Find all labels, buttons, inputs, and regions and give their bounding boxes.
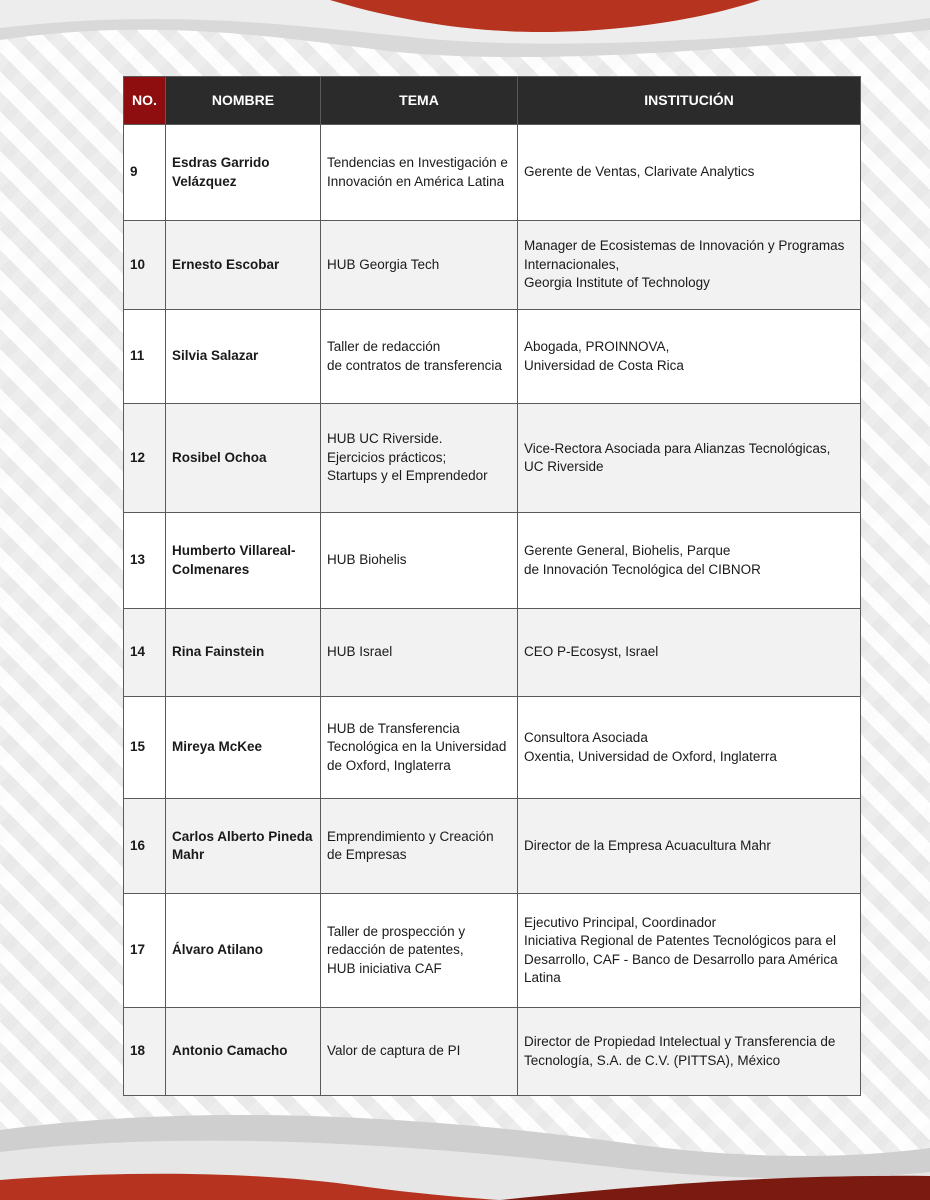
row-number: 13 bbox=[124, 513, 166, 609]
topic-cell: HUB de Transferencia Tecnológica en la Universidad de Oxford, Inglaterra bbox=[321, 697, 518, 799]
row-number: 9 bbox=[124, 125, 166, 221]
speaker-name: Carlos Alberto Pineda Mahr bbox=[166, 799, 321, 894]
topic-cell: HUB Biohelis bbox=[321, 513, 518, 609]
topic-cell: HUB UC Riverside. Ejercicios prácticos; Startups y el Emprendedor bbox=[321, 404, 518, 513]
table-row bbox=[124, 697, 861, 799]
row-number: 18 bbox=[124, 1008, 166, 1096]
table-row bbox=[124, 221, 861, 310]
topic-cell: Taller de prospección y redacción de patentes, HUB iniciativa CAF bbox=[321, 894, 518, 1008]
table-row bbox=[124, 894, 861, 1008]
speaker-name: Antonio Camacho bbox=[166, 1008, 321, 1096]
institution-cell: Vice-Rectora Asociada para Alianzas Tecnológicas, UC Riverside bbox=[518, 404, 861, 513]
header-nombre: NOMBRE bbox=[166, 77, 321, 125]
row-number: 17 bbox=[124, 894, 166, 1008]
table-row bbox=[124, 609, 861, 697]
institution-cell: Gerente de Ventas, Clarivate Analytics bbox=[518, 125, 861, 221]
institution-cell: Abogada, PROINNOVA, Universidad de Costa Rica bbox=[518, 310, 861, 404]
row-number: 11 bbox=[124, 310, 166, 404]
institution-cell: Consultora Asociada Oxentia, Universidad de Oxford, Inglaterra bbox=[518, 697, 861, 799]
topic-cell: Emprendimiento y Creación de Empresas bbox=[321, 799, 518, 894]
speaker-name: Álvaro Atilano bbox=[166, 894, 321, 1008]
table-row bbox=[124, 513, 861, 609]
speakers-table bbox=[123, 76, 861, 1096]
table-row bbox=[124, 310, 861, 404]
table-row bbox=[124, 125, 861, 221]
topic-cell: Taller de redacción de contratos de transferencia bbox=[321, 310, 518, 404]
row-number: 12 bbox=[124, 404, 166, 513]
speaker-name: Rina Fainstein bbox=[166, 609, 321, 697]
speaker-name: Humberto Villareal- Colmenares bbox=[166, 513, 321, 609]
header-tema: TEMA bbox=[321, 77, 518, 125]
row-number: 16 bbox=[124, 799, 166, 894]
topic-cell: Valor de captura de PI bbox=[321, 1008, 518, 1096]
row-number: 15 bbox=[124, 697, 166, 799]
header-no: NO. bbox=[124, 77, 166, 125]
speaker-name: Ernesto Escobar bbox=[166, 221, 321, 310]
speaker-name: Rosibel Ochoa bbox=[166, 404, 321, 513]
institution-cell: CEO P-Ecosyst, Israel bbox=[518, 609, 861, 697]
institution-cell: Ejecutivo Principal, Coordinador Iniciativa Regional de Patentes Tecnológicos para el Desarrollo, CAF - Banco de Desarrollo para América Latina bbox=[518, 894, 861, 1008]
table-row bbox=[124, 404, 861, 513]
topic-cell: Tendencias en Investigación e Innovación en América Latina bbox=[321, 125, 518, 221]
institution-cell: Manager de Ecosistemas de Innovación y Programas Internacionales, Georgia Institute of Technology bbox=[518, 221, 861, 310]
speaker-name: Esdras Garrido Velázquez bbox=[166, 125, 321, 221]
topic-cell: HUB Israel bbox=[321, 609, 518, 697]
topic-cell: HUB Georgia Tech bbox=[321, 221, 518, 310]
institution-cell: Director de la Empresa Acuacultura Mahr bbox=[518, 799, 861, 894]
top-wave-decoration bbox=[0, 0, 930, 70]
institution-cell: Gerente General, Biohelis, Parque de Innovación Tecnológica del CIBNOR bbox=[518, 513, 861, 609]
row-number: 10 bbox=[124, 221, 166, 310]
institution-cell: Director de Propiedad Intelectual y Transferencia de Tecnología, S.A. de C.V. (PITTSA), México bbox=[518, 1008, 861, 1096]
speaker-name: Mireya McKee bbox=[166, 697, 321, 799]
speaker-name: Silvia Salazar bbox=[166, 310, 321, 404]
table-row bbox=[124, 1008, 861, 1096]
table-row bbox=[124, 799, 861, 894]
row-number: 14 bbox=[124, 609, 166, 697]
header-institucion: INSTITUCIÓN bbox=[518, 77, 861, 125]
table-header-row bbox=[124, 77, 861, 125]
bottom-wave-decoration bbox=[0, 1090, 930, 1200]
